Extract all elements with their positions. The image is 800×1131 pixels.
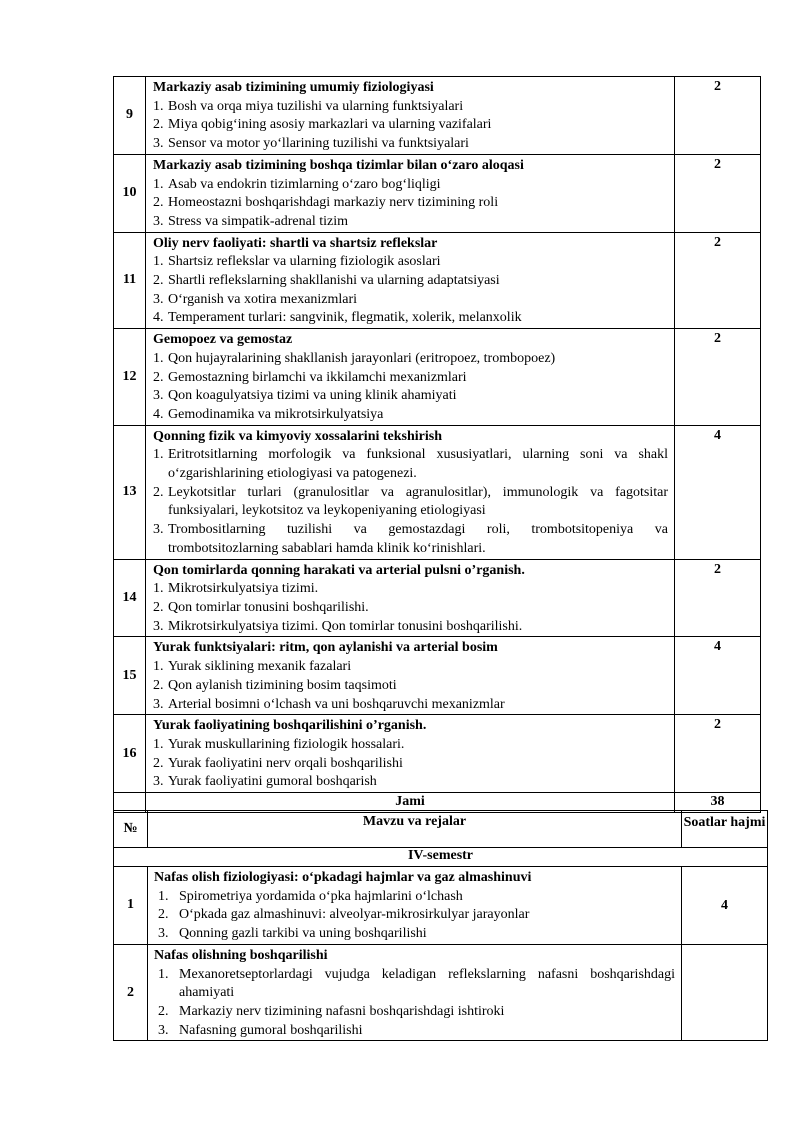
plan-item-text: Temperament turlari: sangvinik, flegmatik, xolerik, melanxolik: [168, 310, 522, 326]
total-value: 38: [675, 793, 761, 813]
plan-item: [153, 272, 668, 291]
table-header-row: [114, 811, 768, 848]
plan-item-number: 1.: [153, 98, 164, 114]
plan-item: [154, 925, 675, 944]
plan-item: [153, 135, 668, 154]
hours-cell: 2: [675, 154, 761, 232]
topic-cell: [146, 425, 675, 559]
header-topic: Mavzu va rejalar: [148, 811, 682, 848]
plan-item-number: 3.: [153, 136, 164, 152]
topic-title: Qon tomirlarda qonning harakati va arterial pulsni o’rganish.: [153, 562, 525, 578]
table-row: [114, 559, 761, 637]
plan-item: [153, 309, 668, 328]
topic-cell: [146, 154, 675, 232]
table-row: [114, 715, 761, 793]
row-number: 10: [114, 154, 146, 232]
plan-item-text: Shartsiz reflekslar va ularning fiziologik asoslari: [168, 254, 441, 270]
plan-item: [153, 484, 668, 521]
plan-item: [153, 618, 668, 637]
plan-item-text: Qon koagulyatsiya tizimi va uning klinik ahamiyati: [168, 388, 457, 404]
plan-item-text: Asab va endokrin tizimlarning o‘zaro bog‘liqligi: [168, 176, 441, 192]
hours-cell: 4: [675, 637, 761, 715]
plan-item-number: 3.: [153, 388, 164, 404]
plan-item-number: 1.: [153, 350, 164, 366]
plan-item-text: Mexanoretseptorlardagi vujudga keladigan reflekslarning nafasni boshqarishdagi ahamiyati: [179, 966, 675, 1001]
plan-item-text: Mikrotsirkulyatsiya tizimi.: [168, 581, 319, 597]
plan-item: [153, 521, 668, 558]
plan-item: [153, 580, 668, 599]
hours-cell: 2: [675, 715, 761, 793]
table-row: [114, 637, 761, 715]
row-number: 2: [114, 944, 148, 1041]
topic-cell: [146, 715, 675, 793]
topic-title: Markaziy asab tizimining umumiy fiziologiyasi: [153, 80, 434, 95]
table-row: [114, 77, 761, 155]
plan-item-text: Yurak siklining mexanik fazalari: [168, 659, 352, 675]
plan-item-text: Shartli reflekslarning shakllanishi va ularning adaptatsiyasi: [168, 273, 500, 289]
plan-item-number: 1.: [158, 888, 169, 904]
plan-item-text: Trombositlarning tuzilishi va gemostazdagi roli, trombotsitopeniya va trombotsitozlarning sabablari hamda klinik ko‘rinishlari.: [168, 522, 668, 556]
curriculum-table-1-body: [114, 77, 761, 813]
row-number: 15: [114, 637, 146, 715]
topic-cell: [146, 559, 675, 637]
hours-cell: 2: [675, 232, 761, 329]
row-number: 13: [114, 425, 146, 559]
plan-item-number: 3.: [153, 696, 164, 712]
row-number: 12: [114, 329, 146, 426]
plan-item-text: Arterial bosimni o‘lchash va uni boshqaruvchi mexanizmlar: [168, 696, 505, 712]
plan-item-number: 3.: [153, 774, 164, 790]
plan-item-number: 2.: [158, 1003, 169, 1019]
plan-item: [153, 176, 668, 195]
plan-item: [153, 350, 668, 369]
plan-item-number: 3.: [158, 926, 169, 942]
plan-item: [154, 1003, 675, 1022]
plan-item-number: 2.: [153, 117, 164, 133]
table-row: [114, 232, 761, 329]
plan-item-text: Nafasning gumoral boshqarilishi: [179, 1022, 363, 1038]
plan-item: [153, 213, 668, 232]
table-row: [114, 944, 768, 1041]
plan-item-text: O‘pkada gaz almashinuvi: alveolyar-mikrosirkulyar jarayonlar: [179, 907, 530, 923]
plan-item-text: Stress va simpatik-adrenal tizim: [168, 213, 349, 229]
plan-item-text: Mikrotsirkulyatsiya tizimi. Qon tomirlar tonusini boshqarilishi.: [168, 618, 523, 634]
plan-item-number: 3.: [158, 1022, 169, 1038]
topic-title: Yurak funktsiyalari: ritm, qon aylanishi va arterial bosim: [153, 640, 498, 656]
header-number: №: [114, 811, 148, 848]
plan-item-text: Eritrotsitlarning morfologik va funksional xususiyatlari, ularning soni va shakl o‘zgarishlarining etiologiyasi va patogenezi.: [168, 447, 668, 482]
plan-item-number: 2.: [153, 755, 164, 771]
plan-item: [153, 736, 668, 755]
semester-row: [114, 848, 768, 867]
topic-title: Yurak faoliyatining boshqarilishini o’rganish.: [153, 718, 427, 734]
table-row: [114, 329, 761, 426]
row-number: 16: [114, 715, 146, 793]
row-number: 1: [114, 867, 148, 945]
plan-item-number: 3.: [153, 522, 164, 538]
plan-item-number: 1.: [153, 581, 164, 597]
topic-cell: [146, 77, 675, 155]
topic-title: Oliy nerv faoliyati: shartli va shartsiz reflekslar: [153, 235, 438, 251]
plan-item: [153, 599, 668, 618]
hours-cell: 2: [675, 329, 761, 426]
plan-item-text: Homeostazni boshqarishdagi markaziy nerv tizimining roli: [168, 195, 499, 211]
plan-item-text: Spirometriya yordamida o‘pka hajmlarini o‘lchash: [179, 888, 463, 904]
plan-item: [153, 116, 668, 135]
plan-item-number: 1.: [158, 966, 169, 982]
plan-item: [153, 194, 668, 213]
plan-item: [153, 253, 668, 272]
plan-item-text: Gemodinamika va mikrotsirkulyatsiya: [168, 406, 384, 422]
total-label: Jami: [146, 793, 675, 813]
plan-item: [153, 696, 668, 715]
plan-item-number: 3.: [153, 618, 164, 634]
plan-item-text: Qon aylanish tizimining bosim taqsimoti: [168, 677, 397, 693]
plan-item-number: 3.: [153, 291, 164, 307]
row-number: 11: [114, 232, 146, 329]
table-row: [114, 154, 761, 232]
plan-item: [154, 966, 675, 1003]
plan-item-number: 4.: [153, 310, 164, 326]
row-number: 14: [114, 559, 146, 637]
plan-item-number: 2.: [153, 369, 164, 385]
topic-cell: [146, 232, 675, 329]
plan-item-number: 2.: [158, 907, 169, 923]
topic-cell: [148, 867, 682, 945]
plan-item-number: 2.: [153, 484, 164, 500]
plan-item: [153, 755, 668, 774]
plan-item-number: 1.: [153, 659, 164, 675]
plan-item: [153, 98, 668, 117]
plan-item: [153, 387, 668, 406]
plan-item-text: Bosh va orqa miya tuzilishi va ularning funktsiyalari: [168, 98, 464, 114]
table-row: [114, 867, 768, 945]
plan-item: [154, 888, 675, 907]
topic-title: Qonning fizik va kimyoviy xossalarini tekshirish: [153, 428, 442, 444]
plan-item-text: Qon hujayralarining shakllanish jarayonlari (eritropoez, trombopoez): [168, 350, 556, 366]
plan-item-number: 1.: [153, 254, 164, 270]
plan-item: [153, 446, 668, 483]
plan-item-text: Yurak faoliyatini gumoral boshqarish: [168, 774, 377, 790]
hours-cell: 2: [675, 77, 761, 155]
topic-cell: [146, 329, 675, 426]
topic-title: Gemopoez va gemostaz: [153, 332, 293, 348]
plan-item-number: 2.: [153, 195, 164, 211]
plan-item: [154, 1022, 675, 1041]
plan-item: [153, 406, 668, 425]
topic-title: Nafas olish fiziologiyasi: o‘pkadagi hajmlar va gaz almashinuvi: [154, 870, 532, 885]
plan-item: [153, 369, 668, 388]
semester-label: IV-semestr: [114, 848, 768, 867]
plan-item: [153, 773, 668, 792]
plan-item-text: Qonning gazli tarkibi va uning boshqarilishi: [179, 926, 427, 942]
plan-item-number: 2.: [153, 599, 164, 615]
plan-item-text: Markaziy nerv tizimining nafasni boshqarishdagi ishtiroki: [179, 1003, 505, 1019]
plan-item-text: Qon tomirlar tonusini boshqarilishi.: [168, 599, 369, 615]
plan-item: [153, 658, 668, 677]
hours-cell: 2: [675, 559, 761, 637]
plan-item-text: Miya qobig‘ining asosiy markazlari va ularning vazifalari: [168, 117, 492, 133]
curriculum-table-2: [113, 810, 768, 1041]
plan-item-text: Leykotsitlar turlari (granulositlar va agranulositlar), immunologik va fagotsitar funksiyalari, leykotsitoz va leykopeniyaning etiologiyasi: [168, 484, 668, 519]
plan-item-text: O‘rganish va xotira mexanizmlari: [168, 291, 358, 307]
plan-item-number: 2.: [153, 677, 164, 693]
topic-title: Markaziy asab tizimining boshqa tizimlar bilan o‘zaro aloqasi: [153, 157, 524, 173]
plan-item: [153, 677, 668, 696]
row-number: 9: [114, 77, 146, 155]
topic-title: Nafas olishning boshqarilishi: [154, 947, 328, 963]
table-row: [114, 425, 761, 559]
plan-item-text: Yurak faoliyatini nerv orqali boshqarilishi: [168, 755, 403, 771]
plan-item-number: 4.: [153, 406, 164, 422]
plan-item-number: 1.: [153, 447, 164, 463]
plan-item: [153, 291, 668, 310]
hours-cell: [682, 944, 768, 1041]
plan-item-number: 1.: [153, 736, 164, 752]
plan-item-number: 3.: [153, 213, 164, 229]
plan-item-text: Sensor va motor yo‘llarining tuzilishi va funktsiyalari: [168, 136, 469, 152]
curriculum-table-1: [113, 76, 761, 813]
plan-item-text: Yurak muskullarining fiziologik hossalari.: [168, 736, 405, 752]
curriculum-table-2-body: [114, 867, 768, 1041]
topic-cell: [148, 944, 682, 1041]
plan-item: [154, 906, 675, 925]
plan-item-number: 1.: [153, 176, 164, 192]
header-hours: Soatlar hajmi: [682, 811, 768, 848]
hours-cell: 4: [682, 867, 768, 945]
hours-cell: 4: [675, 425, 761, 559]
plan-item-text: Gemostazning birlamchi va ikkilamchi mexanizmlari: [168, 369, 467, 385]
plan-item-number: 2.: [153, 273, 164, 289]
topic-cell: [146, 637, 675, 715]
